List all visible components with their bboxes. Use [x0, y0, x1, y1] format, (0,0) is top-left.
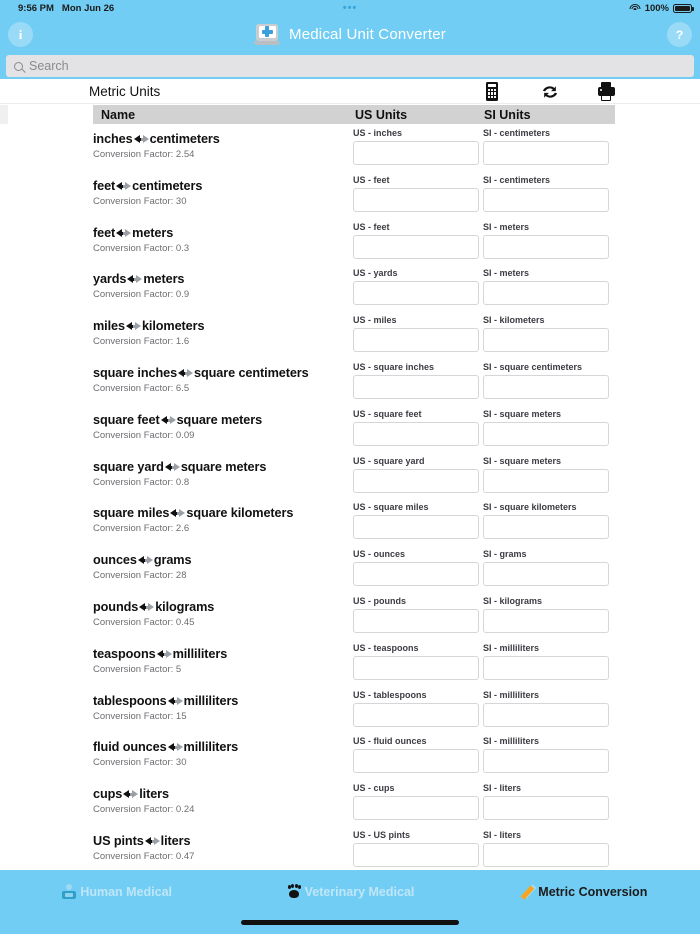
human-medical-icon	[61, 884, 77, 900]
section-title: Metric Units	[89, 83, 161, 99]
section-toolbar	[0, 79, 700, 104]
conversion-factor-value: 0.9	[175, 289, 190, 301]
us-unit-label: US - ounces	[353, 549, 406, 560]
search-placeholder: Search	[29, 59, 69, 73]
conversion-factor	[93, 430, 343, 441]
app-header-bar	[0, 16, 700, 53]
conversion-title	[93, 647, 343, 661]
conversion-name-cell	[93, 413, 343, 441]
us-unit-label: US - square inches	[353, 361, 435, 372]
table-row[interactable]	[0, 218, 700, 265]
left-right-arrow-icon	[116, 229, 131, 238]
conversion-factor	[93, 804, 343, 815]
conversion-factor-value: 5	[175, 663, 182, 675]
conversion-name-cell	[93, 132, 343, 160]
conversion-factor-value: 30	[175, 757, 187, 769]
si-unit-label: SI - grams	[483, 549, 527, 560]
si-unit-field-group	[483, 549, 609, 586]
left-right-arrow-icon	[157, 650, 172, 659]
table-row[interactable]	[0, 545, 700, 592]
si-unit-label: SI - square centimeters	[483, 361, 583, 372]
paw-icon	[286, 884, 302, 900]
si-unit-label: SI - milliliters	[483, 689, 540, 700]
conversion-factor-label: Conversion Factor:	[93, 804, 176, 816]
unit-to: square meters	[176, 412, 263, 427]
si-unit-input[interactable]	[483, 843, 609, 867]
unit-to: liters	[160, 833, 191, 848]
tab-label: Human Medical	[80, 885, 172, 899]
si-unit-label: SI - square meters	[483, 455, 562, 466]
us-unit-label: US - square feet	[353, 408, 422, 419]
unit-to: square centimeters	[194, 365, 309, 380]
ruler-pencil-icon	[519, 884, 535, 900]
us-unit-field-group	[353, 128, 479, 165]
conversion-factor-value: 6.5	[175, 382, 190, 394]
us-unit-input[interactable]	[353, 188, 479, 212]
conversion-title	[93, 506, 343, 520]
info-icon: i	[18, 26, 23, 42]
conversion-title	[93, 553, 343, 567]
us-unit-input[interactable]	[353, 422, 479, 446]
conversion-title	[93, 834, 343, 848]
conversion-title	[93, 226, 343, 240]
us-unit-label: US - teaspoons	[353, 642, 419, 653]
us-unit-input[interactable]	[353, 749, 479, 773]
battery-full-icon	[673, 4, 692, 13]
conversion-factor-label: Conversion Factor:	[93, 336, 176, 348]
si-unit-label: SI - kilometers	[483, 315, 545, 326]
unit-from: square inches	[93, 365, 178, 380]
si-unit-label: SI - liters	[483, 783, 522, 794]
conversion-factor-label: Conversion Factor:	[93, 195, 176, 207]
conversion-name-cell	[93, 740, 343, 768]
us-unit-label: US - cups	[353, 783, 395, 794]
si-unit-input[interactable]	[483, 469, 609, 493]
unit-to: meters	[143, 272, 185, 287]
conversion-factor-value: 0.45	[175, 616, 195, 628]
us-unit-input[interactable]	[353, 796, 479, 820]
conversion-factor-label: Conversion Factor:	[93, 616, 176, 628]
conversion-factor-value: 2.54	[175, 149, 195, 160]
toolbar-actions	[483, 82, 615, 101]
us-unit-field-group	[353, 268, 479, 305]
si-unit-field-group	[483, 128, 609, 165]
table-header-row	[93, 105, 615, 124]
si-unit-input[interactable]	[483, 609, 609, 633]
conversion-name-cell	[93, 787, 343, 815]
conversion-factor	[93, 757, 343, 768]
si-unit-field-group	[483, 222, 609, 259]
left-right-arrow-icon	[145, 837, 160, 846]
unit-to: milliliters	[172, 646, 228, 661]
conversion-factor-label: Conversion Factor:	[93, 757, 176, 769]
laptop-medical-cross-icon	[254, 24, 280, 46]
si-unit-label: SI - kilograms	[483, 595, 543, 606]
si-unit-field-group	[483, 456, 609, 493]
tab-veterinary-medical[interactable]	[233, 870, 466, 900]
left-right-arrow-icon	[139, 603, 154, 612]
si-unit-field-group	[483, 736, 609, 773]
us-unit-label: US - tablespoons	[353, 689, 427, 700]
conversion-factor-label: Conversion Factor:	[93, 710, 176, 722]
conversion-factor-label: Conversion Factor:	[93, 523, 176, 535]
unit-to: kilograms	[155, 599, 215, 614]
us-unit-input[interactable]	[353, 469, 479, 493]
si-unit-input[interactable]	[483, 656, 609, 680]
conversion-title	[93, 740, 343, 754]
conversion-factor-label: Conversion Factor:	[93, 149, 176, 160]
conversion-factor-value: 30	[175, 195, 187, 207]
unit-from: ounces	[93, 553, 137, 568]
conversion-factor-label: Conversion Factor:	[93, 476, 176, 488]
conversion-name-cell	[93, 694, 343, 722]
us-unit-field-group	[353, 362, 479, 399]
si-unit-field-group	[483, 830, 609, 867]
si-unit-input[interactable]	[483, 422, 609, 446]
conversion-factor-label: Conversion Factor:	[93, 289, 176, 301]
us-unit-field-group	[353, 315, 479, 352]
conversion-name-cell	[93, 834, 343, 862]
conversion-name-cell	[93, 319, 343, 347]
us-unit-label: US - feet	[353, 221, 390, 232]
unit-from: pounds	[93, 599, 139, 614]
table-row[interactable]	[0, 358, 700, 405]
us-unit-input[interactable]	[353, 515, 479, 539]
conversion-factor	[93, 336, 343, 347]
us-unit-label: US - miles	[353, 315, 397, 326]
us-unit-field-group	[353, 783, 479, 820]
left-right-arrow-icon	[138, 556, 153, 565]
unit-to: square kilometers	[186, 506, 294, 521]
us-unit-field-group	[353, 409, 479, 446]
si-unit-label: SI - centimeters	[483, 174, 551, 185]
conversion-name-cell	[93, 366, 343, 394]
conversion-factor	[93, 383, 343, 394]
conversion-factor	[93, 711, 343, 722]
us-unit-field-group	[353, 549, 479, 586]
us-unit-label: US - yards	[353, 268, 398, 279]
unit-to: meters	[132, 225, 174, 240]
table-row[interactable]	[0, 826, 700, 873]
conversion-name-cell	[93, 553, 343, 581]
conversion-title	[93, 132, 343, 146]
us-unit-input[interactable]	[353, 375, 479, 399]
conversion-name-cell	[93, 647, 343, 675]
conversion-list	[0, 124, 700, 870]
si-unit-input[interactable]	[483, 796, 609, 820]
conversion-name-cell	[93, 179, 343, 207]
conversion-factor-value: 28	[175, 570, 187, 582]
si-unit-input[interactable]	[483, 188, 609, 212]
si-unit-input[interactable]	[483, 328, 609, 352]
conversion-factor	[93, 570, 343, 581]
table-row[interactable]	[0, 264, 700, 311]
printer-icon[interactable]	[597, 82, 615, 101]
us-unit-field-group	[353, 175, 479, 212]
si-unit-input[interactable]	[483, 375, 609, 399]
unit-to: kilometers	[141, 319, 205, 334]
unit-to: milliliters	[183, 693, 239, 708]
si-unit-input[interactable]	[483, 281, 609, 305]
us-unit-field-group	[353, 456, 479, 493]
conversion-title	[93, 413, 343, 427]
tab-human-medical[interactable]	[0, 870, 233, 900]
si-unit-input[interactable]	[483, 562, 609, 586]
us-unit-label: US - square yard	[353, 455, 425, 466]
unit-to: centimeters	[149, 132, 220, 146]
table-row[interactable]	[0, 779, 700, 826]
conversion-factor	[93, 243, 343, 254]
us-unit-label: US - square miles	[353, 502, 429, 513]
conversion-factor	[93, 149, 343, 160]
us-unit-input[interactable]	[353, 843, 479, 867]
column-header-name: Name	[101, 107, 136, 122]
table-row[interactable]	[0, 686, 700, 733]
unit-to: centimeters	[132, 178, 203, 193]
conversion-title	[93, 787, 343, 801]
table-row[interactable]	[0, 452, 700, 499]
conversion-title	[93, 319, 343, 333]
status-date: Mon Jun 26	[61, 2, 115, 14]
table-row[interactable]	[0, 592, 700, 639]
si-unit-field-group	[483, 502, 609, 539]
conversion-factor	[93, 196, 343, 207]
conversion-factor-value: 0.24	[175, 804, 195, 816]
conversion-factor-value: 1.6	[175, 336, 190, 348]
column-header-si-units: SI Units	[484, 107, 531, 122]
unit-from: miles	[93, 319, 125, 334]
unit-from: cups	[93, 787, 123, 802]
us-unit-field-group	[353, 222, 479, 259]
us-unit-input[interactable]	[353, 235, 479, 259]
app-title: Medical Unit Converter	[289, 26, 446, 43]
si-unit-label: SI - centimeters	[483, 128, 551, 138]
si-unit-label: SI - meters	[483, 221, 530, 232]
search-bar-container	[0, 53, 700, 79]
conversion-factor	[93, 664, 343, 675]
conversion-factor-value: 0.47	[175, 850, 195, 862]
left-right-arrow-icon	[178, 369, 193, 378]
us-unit-label: US - US pints	[353, 829, 411, 840]
conversion-factor-label: Conversion Factor:	[93, 242, 176, 254]
unit-to: milliliters	[183, 740, 239, 755]
conversion-title	[93, 366, 343, 380]
conversion-factor	[93, 477, 343, 488]
tab-metric-conversion[interactable]	[467, 870, 700, 900]
app-brand	[254, 24, 446, 46]
us-unit-field-group	[353, 502, 479, 539]
conversion-title	[93, 600, 343, 614]
us-unit-input[interactable]	[353, 141, 479, 165]
info-button[interactable]	[8, 22, 33, 47]
us-unit-input[interactable]	[353, 281, 479, 305]
column-header-us-units: US Units	[355, 107, 408, 122]
left-right-arrow-icon	[116, 182, 131, 191]
conversion-name-cell	[93, 226, 343, 254]
unit-from: yards	[93, 272, 127, 287]
us-unit-label: US - feet	[353, 174, 390, 185]
table-row[interactable]	[0, 405, 700, 452]
us-unit-field-group	[353, 643, 479, 680]
left-right-arrow-icon	[134, 135, 149, 144]
tab-label: Metric Conversion	[538, 885, 648, 899]
table-row[interactable]	[0, 171, 700, 218]
conversion-name-cell	[93, 600, 343, 628]
conversion-factor-label: Conversion Factor:	[93, 382, 176, 394]
conversion-factor-value: 0.09	[175, 429, 195, 441]
left-right-arrow-icon	[170, 509, 185, 518]
conversion-factor-label: Conversion Factor:	[93, 570, 176, 582]
search-field[interactable]	[6, 55, 694, 77]
table-row[interactable]	[0, 311, 700, 358]
search-icon	[14, 62, 23, 71]
us-unit-input[interactable]	[353, 562, 479, 586]
conversion-factor-label: Conversion Factor:	[93, 850, 176, 862]
si-unit-field-group	[483, 596, 609, 633]
si-unit-field-group	[483, 690, 609, 727]
unit-from: feet	[93, 178, 116, 193]
conversion-factor-label: Conversion Factor:	[93, 663, 176, 675]
unit-to: square meters	[180, 459, 267, 474]
unit-to: liters	[139, 787, 169, 802]
si-unit-label: SI - milliliters	[483, 736, 540, 747]
unit-to: grams	[153, 553, 192, 568]
conversion-factor	[93, 851, 343, 862]
si-unit-label: SI - square meters	[483, 408, 562, 419]
unit-from: fluid ounces	[93, 740, 167, 755]
ios-status-bar	[0, 0, 700, 16]
conversion-factor-value: 15	[175, 710, 187, 722]
si-unit-field-group	[483, 783, 609, 820]
si-unit-field-group	[483, 268, 609, 305]
unit-from: square miles	[93, 506, 170, 521]
calculator-icon[interactable]	[483, 82, 501, 101]
conversion-factor	[93, 523, 343, 534]
status-bar-right	[630, 3, 692, 14]
us-unit-label: US - pounds	[353, 595, 406, 606]
home-indicator	[241, 920, 459, 925]
conversion-name-cell	[93, 272, 343, 300]
status-time: 9:56 PM	[18, 2, 54, 14]
conversion-factor-value: 0.8	[175, 476, 190, 488]
unit-from: inches	[93, 132, 133, 146]
si-unit-field-group	[483, 362, 609, 399]
tab-label: Veterinary Medical	[304, 885, 415, 899]
battery-percent: 100%	[644, 2, 669, 14]
us-unit-input[interactable]	[353, 703, 479, 727]
us-unit-input[interactable]	[353, 328, 479, 352]
table-row[interactable]	[0, 732, 700, 779]
refresh-icon[interactable]	[540, 82, 558, 101]
us-unit-label: US - fluid ounces	[353, 736, 427, 747]
us-unit-input[interactable]	[353, 609, 479, 633]
conversion-factor-value: 0.3	[175, 242, 190, 254]
si-unit-input[interactable]	[483, 515, 609, 539]
unit-from: US pints	[93, 833, 144, 848]
si-unit-field-group	[483, 175, 609, 212]
wifi-icon	[630, 4, 641, 13]
question-mark-icon: ?	[675, 27, 684, 42]
us-unit-field-group	[353, 736, 479, 773]
us-unit-field-group	[353, 596, 479, 633]
left-right-arrow-icon	[168, 697, 183, 706]
conversion-name-cell	[93, 506, 343, 534]
conversion-name-cell	[93, 460, 343, 488]
left-right-arrow-icon	[161, 416, 176, 425]
si-unit-label: SI - liters	[483, 829, 522, 840]
table-row[interactable]	[0, 498, 700, 545]
si-unit-field-group	[483, 409, 609, 446]
left-right-arrow-icon	[123, 790, 138, 799]
si-unit-field-group	[483, 643, 609, 680]
help-button[interactable]	[667, 22, 692, 47]
unit-from: square feet	[93, 412, 160, 427]
table-row[interactable]	[0, 124, 700, 171]
unit-from: tablespoons	[93, 693, 167, 708]
conversion-title	[93, 272, 343, 286]
conversion-title	[93, 694, 343, 708]
si-unit-field-group	[483, 315, 609, 352]
si-unit-input[interactable]	[483, 141, 609, 165]
unit-from: square yard	[93, 459, 164, 474]
table-row[interactable]	[0, 639, 700, 686]
left-right-arrow-icon	[126, 322, 141, 331]
status-center-dots: •••	[342, 2, 358, 14]
si-unit-input[interactable]	[483, 703, 609, 727]
si-unit-input[interactable]	[483, 235, 609, 259]
us-unit-input[interactable]	[353, 656, 479, 680]
conversion-title	[93, 179, 343, 193]
us-unit-field-group	[353, 830, 479, 867]
conversion-title	[93, 460, 343, 474]
left-right-arrow-icon	[127, 275, 142, 284]
conversion-factor	[93, 289, 343, 300]
conversion-factor	[93, 617, 343, 628]
conversion-factor-value: 2.6	[175, 523, 190, 535]
left-right-arrow-icon	[165, 463, 180, 472]
si-unit-label: SI - milliliters	[483, 642, 540, 653]
left-right-arrow-icon	[168, 743, 183, 752]
unit-from: feet	[93, 225, 116, 240]
us-unit-label: US - inches	[353, 128, 403, 138]
si-unit-label: SI - meters	[483, 268, 530, 279]
si-unit-input[interactable]	[483, 749, 609, 773]
unit-from: teaspoons	[93, 646, 156, 661]
conversion-factor-label: Conversion Factor:	[93, 429, 176, 441]
us-unit-field-group	[353, 690, 479, 727]
si-unit-label: SI - square kilometers	[483, 502, 577, 513]
